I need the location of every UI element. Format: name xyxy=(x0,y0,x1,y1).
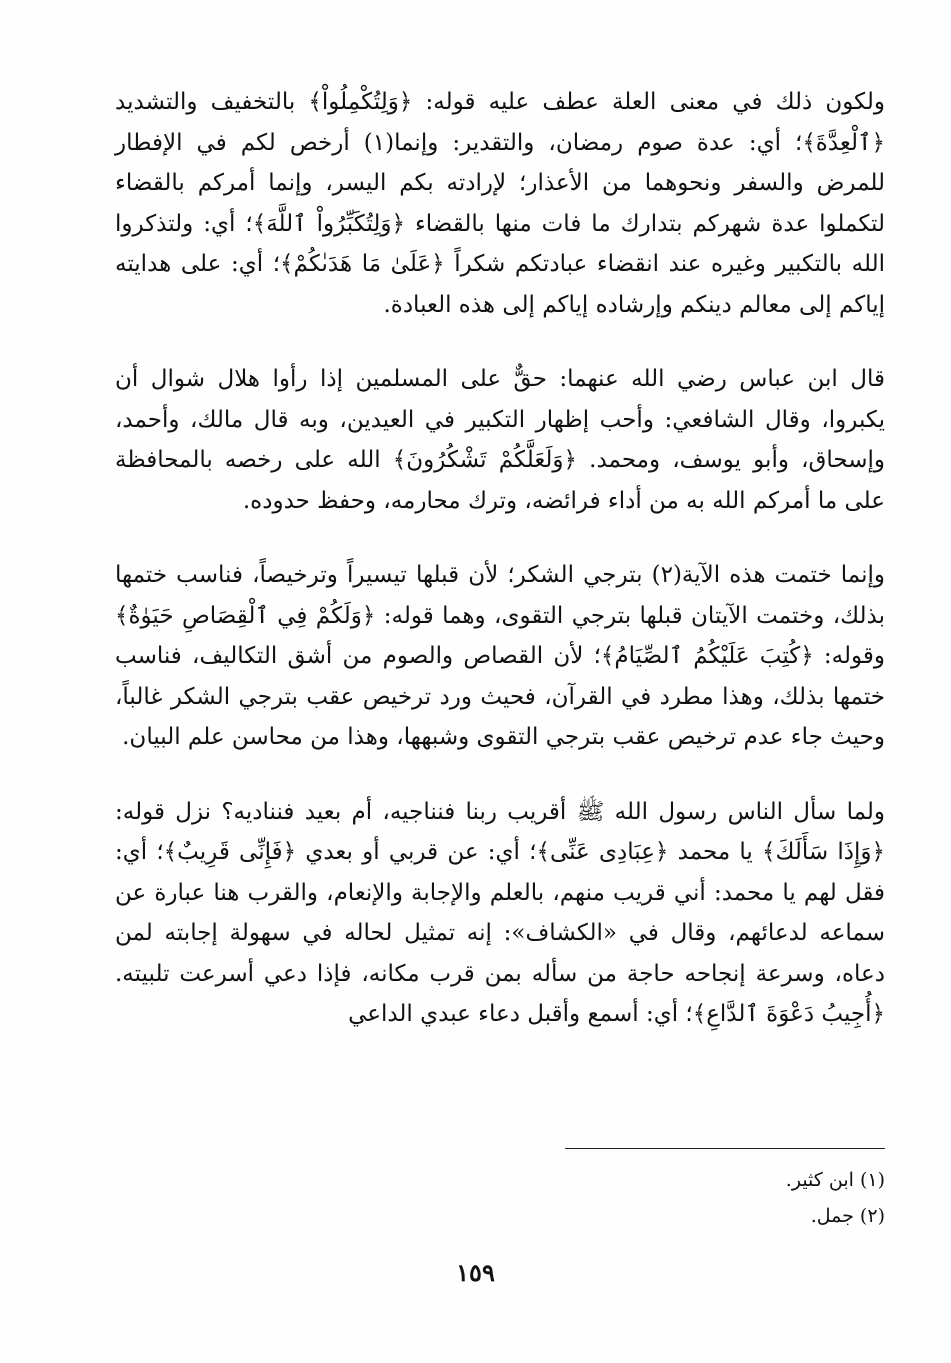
paragraph-1: ولكون ذلك في معنى العلة عطف عليه قوله: ﴿وَلِتُكْمِلُواْ﴾ بالتخفيف والتشديد ﴿ٱلْعِدَّةَ﴾؛ أي: عدة صوم رمضان، والتقدير: وإنما(١) أرخص لكم في الإفطار للمرض والسفر ونحوهما من الأعذار؛ لإرادته بكم اليسر، وإنما أمركم بالقضاء لتكملوا عدة شهركم بتدارك ما فات منها بالقضاء ﴿وَلِتُكَبِّرُواْ ٱللَّهَ﴾؛ أي: ولتذكروا الله بالتكبير وغيره عند انقضاء عبادتكم شكراً ﴿عَلَىٰ مَا هَدَىٰكُمْ﴾؛ أي: على هدايته إياكم إلى معالم دينكم وإرشاده إياكم إلى هذه العبادة. xyxy=(115,89,885,318)
footnotes xyxy=(786,1162,885,1234)
page-number: ١٥٩ xyxy=(456,1258,495,1287)
body-text xyxy=(115,82,885,1069)
footnote-2: (٢) جمل. xyxy=(810,1205,885,1227)
footnote-divider xyxy=(565,1148,885,1149)
paragraph-3: وإنما ختمت هذه الآية(٢) بترجي الشكر؛ لأن قبلها تيسيراً وترخيصاً، فناسب ختمها بذلك، وختمت الآيتان قبلها بترجي التقوى، وهما قوله: ﴿وَلَكُمْ فِي ٱلْقِصَاصِ حَيَوٰةٌ﴾ وقوله: ﴿كُتِبَ عَلَيْكُمُ ٱلصِّيَامُ﴾؛ لأن القصاص والصوم من أشق التكاليف، فناسب ختمها بذلك، وهذا مطرد في القرآن، فحيث ورد ترخيص عقب بترجي الشكر غالباً، وحيث جاء عدم ترخيص عقب بترجي التقوى وشبهها، وهذا من محاسن علم البيان. xyxy=(115,562,885,750)
paragraph-4: ولما سأل الناس رسول الله ﷺ أقريب ربنا فنناجيه، أم بعيد فنناديه؟ نزل قوله: ﴿وَإِذَا سَأَلَكَ﴾ يا محمد ﴿عِبَادِى عَنِّى﴾؛ أي: عن قربي أو بعدي ﴿فَإِنِّى قَرِيبٌ﴾؛ أي: فقل لهم يا محمد: أني قريب منهم، بالعلم والإجابة والإنعام، والقرب هنا عبارة عن سماعه لدعائهم، وقال في «الكشاف»: إنه تمثيل لحاله في سهولة إجابته لمن دعاه، وسرعة إنجاحه حاجة من سأله بمن قرب مكانه، فإذا دعي أسرعت تلبيته. ﴿أُجِيبُ دَعْوَةَ ٱلدَّاعِ﴾؛ أي: أسمع وأقبل دعاء عبدي الداعي xyxy=(115,798,885,1027)
footnote-1: (١) ابن كثير. xyxy=(785,1169,885,1191)
paragraph-2: قال ابن عباس رضي الله عنهما: حقٌّ على المسلمين إذا رأوا هلال شوال أن يكبروا، وقال الشافعي: وأحب إظهار التكبير في العيدين، وبه قال مالك، وأحمد، وإسحاق، وأبو يوسف، ومحمد. ﴿وَلَعَلَّكُمْ تَشْكُرُونَ﴾ الله على رخصه بالمحافظة على ما أمركم الله به من أداء فرائضه، وترك محارمه، وحفظ حدوده. xyxy=(115,366,885,514)
